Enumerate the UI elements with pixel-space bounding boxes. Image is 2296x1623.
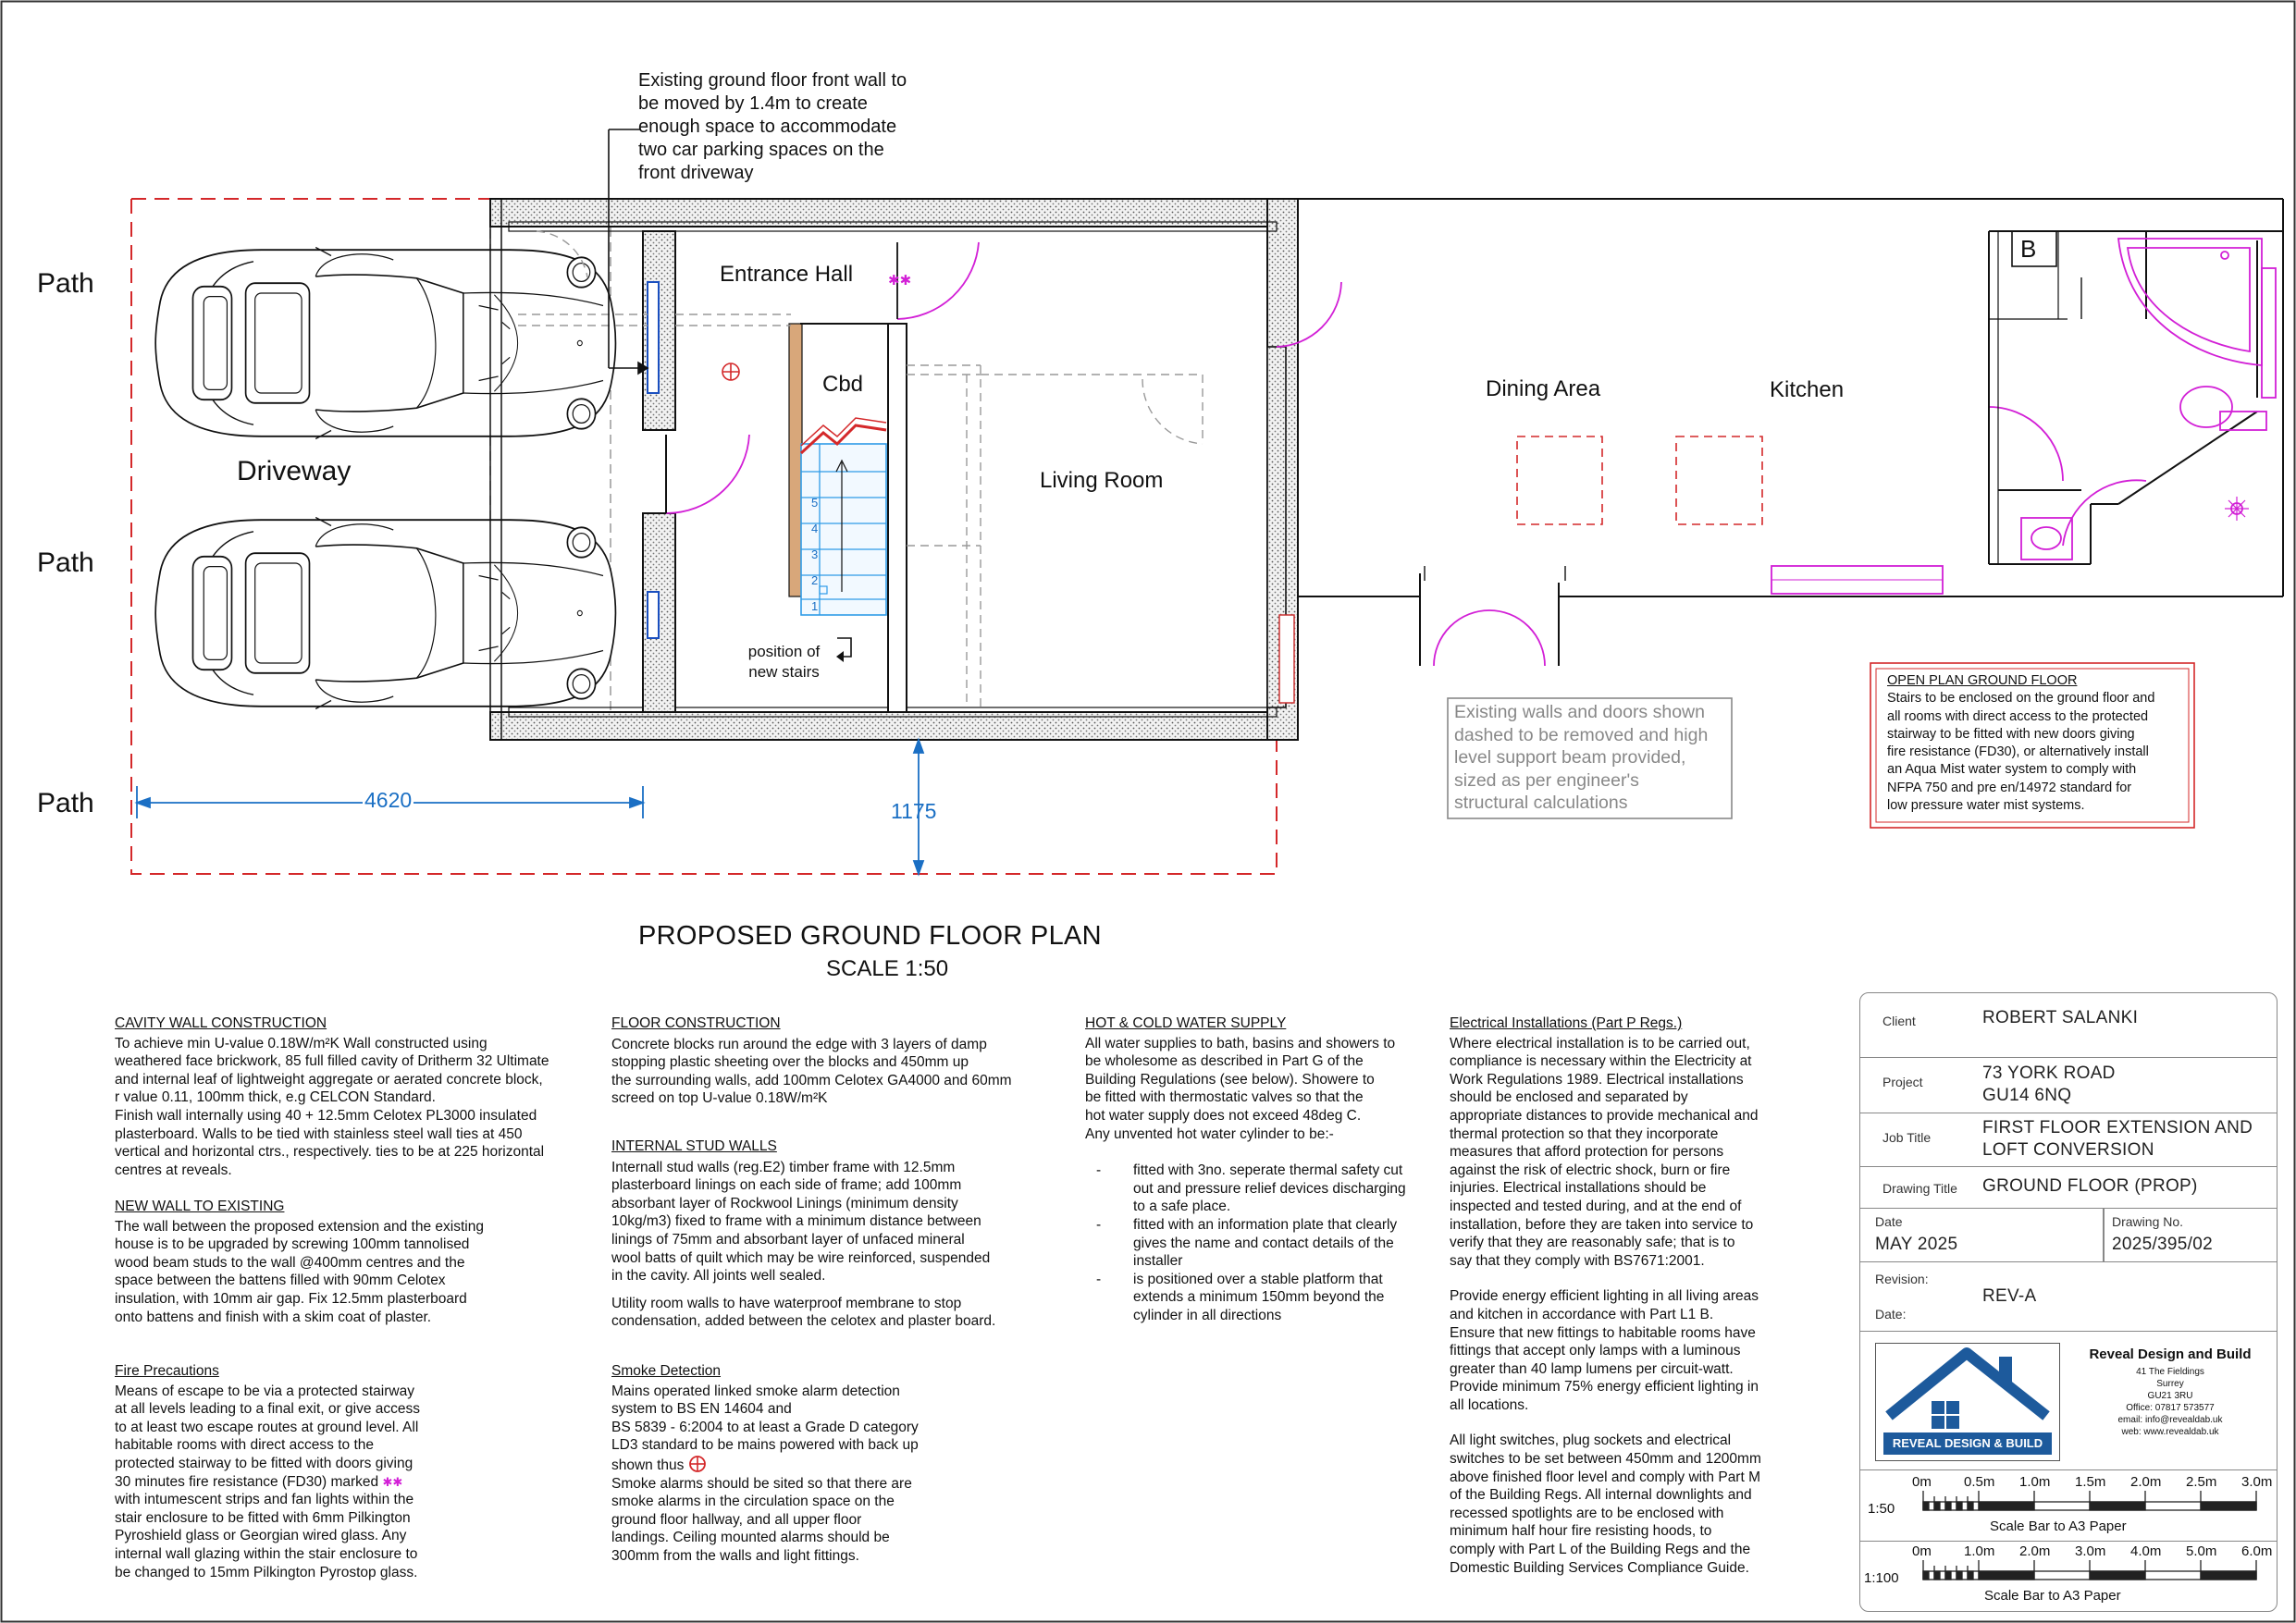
company-row [1860, 1332, 2277, 1470]
stair-tread-numbers [811, 490, 822, 620]
cavity-wall-notes: CAVITY WALL CONSTRUCTION To achieve min U-value 0.18W/m²K Wall constructed using weathered face brickwork, 85 full filled cavity of Dritherm 32 Ultimate and internal leaf of lightweight aggregate or aerated concrete block, r value 0.11, 100mm thick, e.g CELCON Standard. Finish wall internally using 40 + 12.5mm Celotex PL3000 insulated plasterboard. Walls to be tied with stainless steel wall ties at 450 vertical and horizontal ctrs., respectively. ties to be at 225 horizontal centres at reveals. [115, 1015, 549, 1178]
water-bullet-1: - fitted with 3no. seperate thermal safety cut out and pressure relief devices discharging to a safe place. [1096, 1162, 1406, 1215]
plan-title: PROPOSED GROUND FLOOR PLAN [638, 921, 1102, 951]
title-block [1859, 992, 2277, 1612]
open-plan-note: OPEN PLAN GROUND FLOOR Stairs to be enclosed on the ground floor and all rooms with direct access to the protected stairway to be fitted with new doors giving fire resistance (FD30), or alternatively install an Aqua Mist water system to comply with NFPA 750 and pre en/14972 standard for low pressure water mist systems. [1887, 673, 2155, 814]
floor-construction-notes: FLOOR CONSTRUCTION Concrete blocks run around the edge with 3 layers of damp stopping plastic sheeting over the blocks and 450mm up the surrounding walls, add 100mm Celotex GA4000 and 60mm screed on top U-value 0.18W/m²K [611, 1015, 1012, 1107]
stair-tread-2: 2 [811, 573, 819, 587]
plan-scale: SCALE 1:50 [826, 956, 949, 981]
stair-tread-1: 1 [811, 599, 819, 613]
stairs-position-label: position of new stairs [747, 643, 821, 681]
width-dimension: 4620 [364, 788, 413, 812]
car-top [155, 248, 615, 439]
project-row: Project 73 YORK ROAD GU14 6NQ [1860, 1058, 2277, 1113]
scale-bar-1 [1923, 1491, 2256, 1510]
stair-tread-4: 4 [811, 522, 819, 535]
stair-tread-3: 3 [811, 547, 819, 561]
company-details: Reveal Design and Build 41 The Fieldings Surrey GU21 3RU Office: 07817 573577 email: info@revealdab.uk web: www.revealdab.uk [2089, 1346, 2252, 1437]
drawing-title-row: Drawing Title GROUND FLOOR (PROP) [1860, 1167, 2277, 1209]
path-label-middle: Path [37, 547, 94, 578]
boiler-label: B [2020, 235, 2037, 263]
job-title-row: Job Title FIRST FLOOR EXTENSION AND LOFT CONVERSION [1860, 1113, 2277, 1167]
rear-extension [1298, 199, 2283, 666]
svg-text:✱✱: ✱✱ [888, 273, 912, 289]
water-supply-notes: HOT & COLD WATER SUPPLY All water supplies to bath, basins and showers to be wholesome as described in Part G of the Building Regulations (see below). Showere to be fitted with thermostatic valves so that the hot water supply does not exceed 48deg C. Any unvented hot water cylinder to be:- - fitted with 3no. seperate thermal safety cut out and pressure relief devices discharging to a safe place. - fitted with an information plate that clearly gives the name and contact details of the installer - is positioned over a stable platform that extends a minimum 150mm beyond the cylinder in all directions [1085, 1014, 1427, 1325]
car-bottom [155, 518, 615, 709]
electrical-notes: Electrical Installations (Part P Regs.) Where electrical installation is to be carried out, compliance is necessary within the Electricity at Work Regulations 1989. Electrical installations should be enclosed and separated by appropriate distances to provide mechanical and thermal protection so that they incorporate measures that afford protection for persons against the risk of electric shock, burn or fire injuries. Electrical installations should be inspected and tested during, and at the end of installation, before they are taken into service to verify that they are reasonably safe; that is to say that they comply with BS7671:2001. Provide energy efficient lighting in all living areas and kitchen in accordance with Part L1 B. Ensure that new fittings to habitable rooms have fittings that accept only lamps with a luminous greater than 40 lamp lumens per circuit-watt. Provide minimum 75% energy efficient lighting in all locations. All light switches, plug sockets and electrical switches to be set between 450mm and 1200mm above finished floor level and comply with Part M of the Building Regs. All internal downlights and recessed spotlights are to be enclosed with minimum half hour fire resisting hoods, to comply with Part L of the Building Regs and the Domestic Building Services Compliance Guide. [1450, 1015, 1761, 1576]
new-wall-notes: NEW WALL TO EXISTING The wall between the proposed extension and the existing house is to be upgraded by screwing 100mm tannolised wood beam studs to the wall @400mm centres and the space between the battens filled with 90mm Celotex insulation, with 10mm air gap. Fix 12.5mm plasterboard onto battens and finish with a skim coat of plaster. [115, 1199, 484, 1325]
fd30-marker-symbol [888, 273, 911, 289]
scale-bar-1-row: 1:50 0m 0.5m 1.0m 1.5m 2.0m 2.5m 3.0m Scale Bar to A3 Paper [1860, 1470, 2277, 1542]
client-name: ROBERT SALANKI [1982, 1008, 2139, 1027]
living-room-label: Living Room [1040, 468, 1164, 493]
path-label-top: Path [37, 268, 94, 299]
entrance-hall-label: Entrance Hall [720, 262, 854, 287]
fd30-marker-icon: ✱✱ [382, 1474, 403, 1489]
water-bullet-3: - is positioned over a stable platform that extends a minimum 150mm beyond the cylinder in all directions [1096, 1271, 1385, 1323]
island-outlines [1517, 436, 1762, 524]
company-logo: REVEAL DESIGN & BUILD [1875, 1343, 2060, 1461]
smoke-alarm-symbol [722, 363, 739, 380]
path-label-bottom: Path [37, 788, 94, 818]
smoke-alarm-icon [688, 1455, 707, 1473]
dimension-lines [137, 740, 923, 874]
cbd-label: Cbd [822, 372, 864, 397]
dining-area-label: Dining Area [1486, 376, 1601, 401]
revision-row: Revision: REV-A Date: [1860, 1262, 2277, 1332]
stair-tread-5: 5 [811, 496, 819, 510]
client-row: Client ROBERT SALANKI [1860, 993, 2277, 1058]
fire-precautions-notes: Fire Precautions Means of escape to be via a protected stairway at all levels leading to a final exit, or give access to at least two escape routes at ground level. All habitable rooms with direct access to the protected stairway to be fitted with doors giving 30 minutes fire resistance (FD30) marked ✱✱ with intumescent strips and fan lights within the stair enclosure to be fitted with 6mm Pilkington Pyroshield glass or Georgian wired glass. Any internal wall glazing within the stair enclosure to be changed to 15mm Pilkington Pyrostop glass. [115, 1363, 420, 1580]
date-drawing-no-row: Date MAY 2025 Drawing No. 2025/395/02 [1860, 1209, 2277, 1262]
driveway-label: Driveway [237, 456, 352, 486]
smoke-detection-notes: Smoke Detection Mains operated linked smoke alarm detection system to BS EN 14604 and BS 5839 - 6:2004 to at least a Grade D category LD3 standard to be mains powered with back up shown thus Smoke alarms should be sited so that there are smoke alarms in the circulation space on the ground floor hallway, and all upper floor landings. Ceiling mounted alarms should be 300mm from the walls and light fittings. [611, 1363, 919, 1564]
scale-bar-2-row: 1:100 0m 1.0m 2.0m 3.0m 4.0m 5.0m 6.0m Scale Bar to A3 Paper [1864, 1543, 2273, 1604]
scale-bar-2 [1923, 1560, 2256, 1580]
front-wall-callout: Existing ground floor front wall to be moved by 1.4m to create enough space to accommodate two car parking spaces on the front driveway [638, 70, 907, 183]
kitchen-label: Kitchen [1770, 377, 1845, 402]
depth-dimension: 1175 [891, 799, 937, 823]
water-bullet-2: - fitted with an information plate that clearly gives the name and contact details of the installer [1096, 1216, 1398, 1270]
existing-walls-callout: Existing walls and doors shown dashed to be removed and high level support beam provided, sized as per engineer's structural calculations [1454, 702, 1709, 813]
stud-wall-notes: INTERNAL STUD WALLS Internall stud walls (reg.E2) timber frame with 12.5mm plasterboard linings on each side of frame; add 100mm absorbant layer of Rockwool Linings (minimum density 10kg/m3) fixed to frame with a minimum distance between linings of 75mm and absorbant layer of unfaced mineral wool batts of quilt which may be wire reinforced, suspended in the cavity. All joints well sealed. Utility room walls to have waterproof membrane to stop condensation, added between the celotex and plaster board. [611, 1138, 996, 1330]
